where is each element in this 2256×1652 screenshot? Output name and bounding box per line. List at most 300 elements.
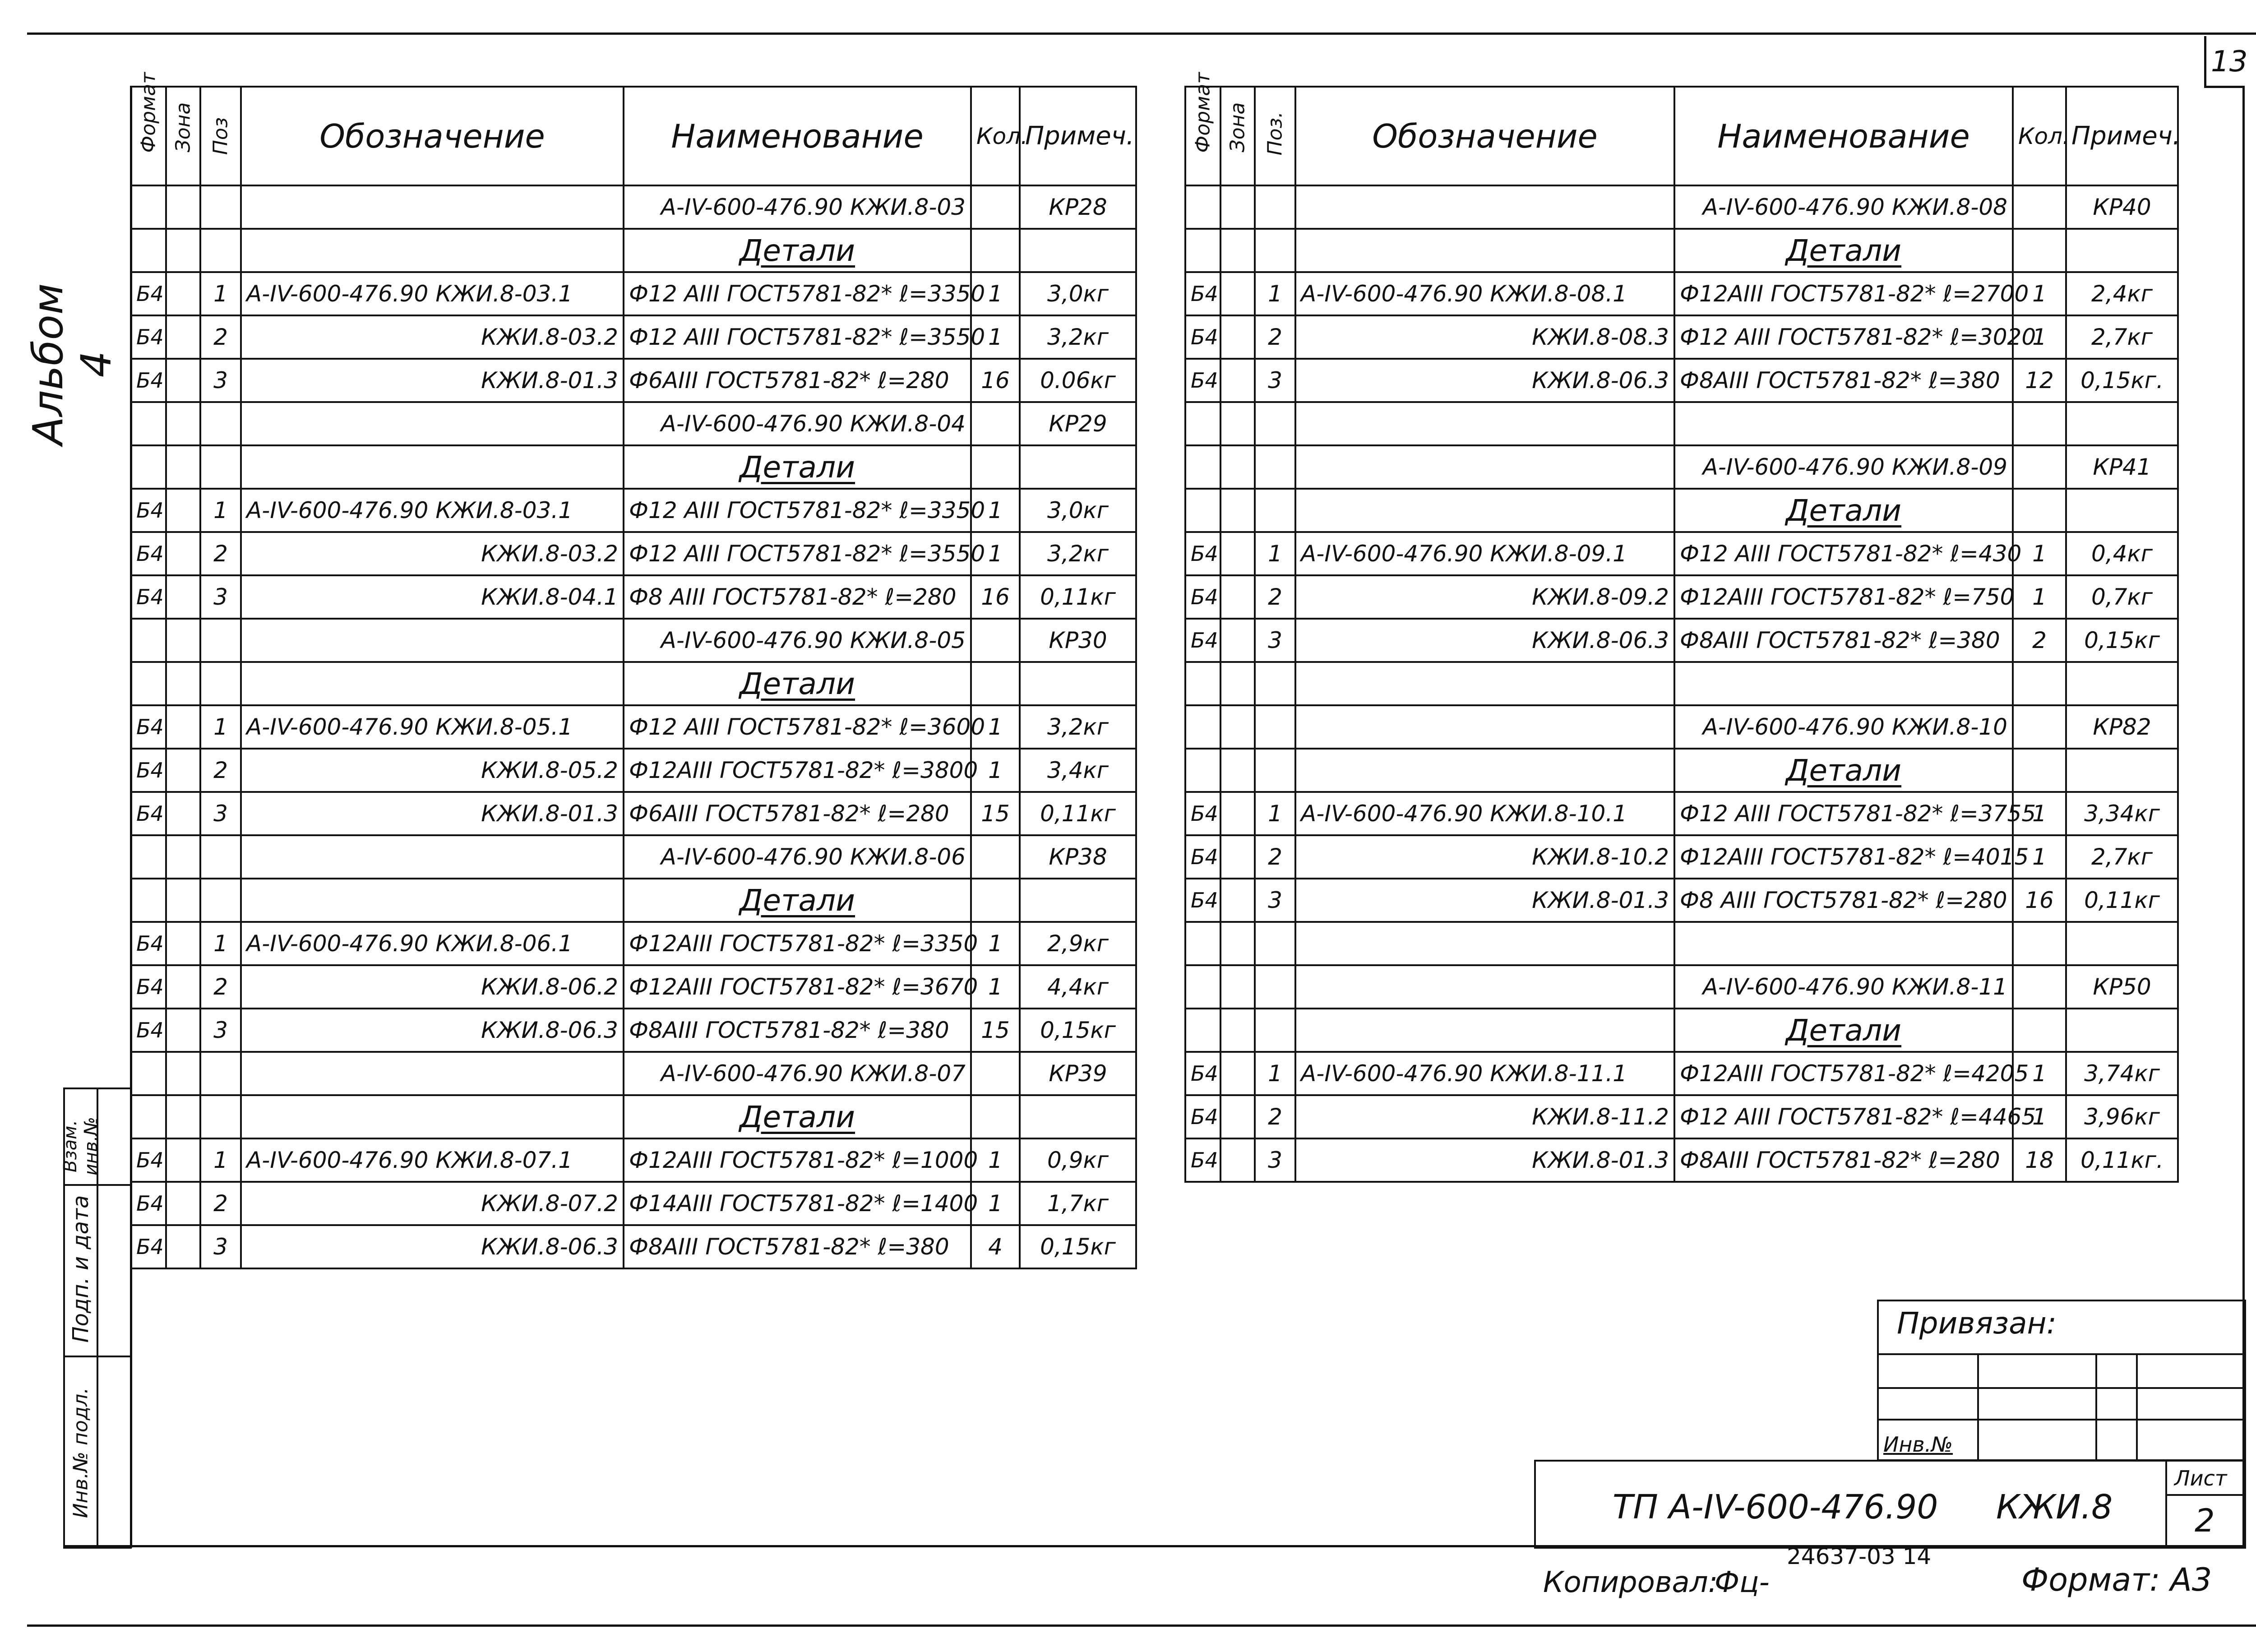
header-note: Примеч.	[2066, 87, 2178, 185]
cell-pos: 1	[200, 489, 241, 532]
cell-qty: 1	[971, 1138, 1020, 1182]
cell-qty: 16	[2013, 879, 2066, 922]
table-row	[131, 272, 1136, 315]
header-name: Наименование	[1674, 87, 2013, 185]
cell-note: 0,11кг.	[2066, 1138, 2178, 1182]
table-row	[131, 575, 1136, 619]
cell-zone	[166, 532, 200, 575]
cell-format: Б4	[131, 575, 166, 619]
cell-pos: 3	[200, 359, 241, 402]
cell-format: Б4	[131, 792, 166, 835]
cell-zone	[1220, 532, 1255, 575]
cell-zone	[166, 315, 200, 359]
cell-name: Ф8АIII ГОСТ5781-82* ℓ=380	[1674, 619, 2013, 662]
bound-inv-label: Инв.№	[1883, 1432, 1953, 1457]
table-header-row	[131, 87, 1136, 185]
section-title: Детали	[739, 233, 855, 268]
table-row	[131, 922, 1136, 965]
mark-code: КЖИ.8	[1996, 1488, 2113, 1527]
cell-designation: КЖИ.8-10.2	[1295, 835, 1674, 879]
cell-format: Б4	[1185, 575, 1220, 619]
header-zone: Зона	[1220, 87, 1255, 185]
bottom-border	[27, 1624, 2256, 1627]
cell-note: 0.06кг	[1020, 359, 1136, 402]
cell-name: Ф8АIII ГОСТ5781-82* ℓ=380	[624, 1225, 971, 1268]
cell-zone	[166, 575, 200, 619]
cell-pos: 3	[1255, 1138, 1295, 1182]
cell-note: 2,7кг	[2066, 835, 2178, 879]
cell-assembly-note: КР29	[1020, 402, 1136, 445]
section-title: Детали	[739, 883, 855, 918]
cell-assembly-note: КР40	[2066, 185, 2178, 229]
cell-note: 0,11кг	[2066, 879, 2178, 922]
cell-qty: 18	[2013, 1138, 2066, 1182]
section-row	[1185, 749, 2178, 792]
copied-label: Копировал:	[1543, 1566, 1718, 1599]
cell-qty: 1	[971, 1182, 1020, 1225]
cell-designation: КЖИ.8-06.3	[241, 1225, 624, 1268]
table-row	[1185, 1052, 2178, 1095]
table-row	[1185, 792, 2178, 835]
cell-pos: 2	[1255, 575, 1295, 619]
assembly-row	[131, 402, 1136, 445]
cell-pos: 3	[200, 792, 241, 835]
cell-designation: КЖИ.8-01.3	[241, 792, 624, 835]
cell-qty: 12	[2013, 359, 2066, 402]
cell-note: 0,4кг	[2066, 532, 2178, 575]
table-row	[131, 1225, 1136, 1268]
table-row	[131, 315, 1136, 359]
cell-name: Ф8 АIII ГОСТ5781-82* ℓ=280	[1674, 879, 2013, 922]
cell-name: Ф12АIII ГОСТ5781-82* ℓ=3670	[624, 965, 971, 1009]
cell-qty: 4	[971, 1225, 1020, 1268]
cell-format: Б4	[131, 922, 166, 965]
section-title: Детали	[739, 1099, 855, 1134]
cell-format: Б4	[131, 359, 166, 402]
cell-designation: А-IV-600-476.90 КЖИ.8-03.1	[241, 272, 624, 315]
cell-assembly-note: КР38	[1020, 835, 1136, 879]
cell-qty: 1	[971, 749, 1020, 792]
cell-pos: 1	[1255, 532, 1295, 575]
assembly-row	[131, 185, 1136, 229]
table-row	[1185, 532, 2178, 575]
cell-format: Б4	[1185, 359, 1220, 402]
cell-format: Б4	[131, 272, 166, 315]
header-format: Формат	[131, 87, 166, 185]
assembly-row	[1185, 965, 2178, 1009]
cell-name: Ф12АIII ГОСТ5781-82* ℓ=3800	[624, 749, 971, 792]
cell-format: Б4	[1185, 1052, 1220, 1095]
cell-format: Б4	[1185, 792, 1220, 835]
cell-format: Б4	[1185, 315, 1220, 359]
cell-zone	[1220, 272, 1255, 315]
cell-designation: А-IV-600-476.90 КЖИ.8-09.1	[1295, 532, 1674, 575]
table-row	[131, 359, 1136, 402]
cell-note: 3,2кг	[1020, 315, 1136, 359]
copied-signature: Фц-	[1715, 1566, 1770, 1599]
cell-name: Ф6АIII ГОСТ5781-82* ℓ=280	[624, 359, 971, 402]
cell-pos: 2	[200, 532, 241, 575]
header-zone: Зона	[166, 87, 200, 185]
cell-assembly-name: А-IV-600-476.90 КЖИ.8-06	[624, 835, 971, 879]
cell-pos: 1	[1255, 792, 1295, 835]
cell-note: 3,0кг	[1020, 272, 1136, 315]
table-row	[1185, 879, 2178, 922]
cell-zone	[1220, 359, 1255, 402]
cell-zone	[166, 705, 200, 749]
section-row	[1185, 489, 2178, 532]
table-row	[131, 489, 1136, 532]
cell-format: Б4	[131, 315, 166, 359]
cell-pos: 2	[200, 965, 241, 1009]
cell-assembly-note: КР41	[2066, 445, 2178, 489]
cell-pos: 3	[200, 1009, 241, 1052]
cell-zone	[1220, 315, 1255, 359]
cell-note: 0,11кг	[1020, 792, 1136, 835]
cell-format: Б4	[131, 965, 166, 1009]
sheet-value: 2	[2195, 1502, 2215, 1539]
cell-zone	[166, 1138, 200, 1182]
cell-assembly-name: А-IV-600-476.90 КЖИ.8-03	[624, 185, 971, 229]
cell-note: 3,74кг	[2066, 1052, 2178, 1095]
cell-name: Ф12 АIII ГОСТ5781-82* ℓ=3755	[1674, 792, 2013, 835]
cell-zone	[166, 489, 200, 532]
cell-format: Б4	[131, 749, 166, 792]
cell-zone	[166, 1009, 200, 1052]
cell-name: Ф8АIII ГОСТ5781-82* ℓ=380	[624, 1009, 971, 1052]
cell-pos: 1	[1255, 272, 1295, 315]
cell-note: 2,9кг	[1020, 922, 1136, 965]
cell-name: Ф6АIII ГОСТ5781-82* ℓ=280	[624, 792, 971, 835]
section-row	[131, 229, 1136, 272]
cell-designation: А-IV-600-476.90 КЖИ.8-03.1	[241, 489, 624, 532]
cell-assembly-name: А-IV-600-476.90 КЖИ.8-05	[624, 619, 971, 662]
spec-table-right	[1184, 72, 2181, 1183]
section-title: Детали	[1785, 1013, 1902, 1048]
cell-designation: А-IV-600-476.90 КЖИ.8-11.1	[1295, 1052, 1674, 1095]
top-border	[27, 32, 2256, 35]
section-title: Детали	[739, 449, 855, 485]
cell-pos: 2	[200, 749, 241, 792]
cell-format: Б4	[131, 1138, 166, 1182]
cell-name: Ф8 АIII ГОСТ5781-82* ℓ=280	[624, 575, 971, 619]
cell-zone	[166, 1225, 200, 1268]
cell-note: 2,4кг	[2066, 272, 2178, 315]
table-row	[1185, 272, 2178, 315]
section-title: Детали	[1785, 233, 1902, 268]
sheet-number: 13	[2211, 45, 2248, 79]
cell-name: Ф12 АIII ГОСТ5781-82* ℓ=3020	[1674, 315, 2013, 359]
cell-zone	[166, 359, 200, 402]
cell-pos: 1	[200, 272, 241, 315]
cell-pos: 1	[200, 1138, 241, 1182]
table-row	[131, 965, 1136, 1009]
assembly-row	[1185, 705, 2178, 749]
cell-qty: 1	[2013, 575, 2066, 619]
section-row	[131, 1095, 1136, 1138]
cell-note: 0,15кг	[1020, 1225, 1136, 1268]
cell-zone	[1220, 619, 1255, 662]
cell-format: Б4	[1185, 835, 1220, 879]
cell-pos: 2	[1255, 315, 1295, 359]
cell-pos: 3	[200, 1225, 241, 1268]
cell-name: Ф12 АIII ГОСТ5781-82* ℓ=4465	[1674, 1095, 2013, 1138]
table-row	[131, 532, 1136, 575]
side-stamp	[60, 1087, 132, 1549]
section-row	[1185, 1009, 2178, 1052]
cell-pos: 3	[1255, 359, 1295, 402]
table-row	[1185, 1095, 2178, 1138]
sheet-label: Лист	[2174, 1466, 2227, 1490]
cell-name: Ф12АIII ГОСТ5781-82* ℓ=1000	[624, 1138, 971, 1182]
cell-name: Ф12 АIII ГОСТ5781-82* ℓ=3600	[624, 705, 971, 749]
archive-number: 24637-03 14	[1787, 1543, 1932, 1569]
cell-pos: 3	[200, 575, 241, 619]
cell-pos: 1	[200, 705, 241, 749]
cell-note: 3,2кг	[1020, 705, 1136, 749]
header-designation: Обозначение	[1295, 87, 1674, 185]
cell-format: Б4	[1185, 619, 1220, 662]
cell-qty: 1	[2013, 315, 2066, 359]
cell-qty: 1	[971, 922, 1020, 965]
cell-qty: 1	[2013, 835, 2066, 879]
table-row	[131, 749, 1136, 792]
section-row	[131, 879, 1136, 922]
assembly-row	[131, 619, 1136, 662]
cell-qty: 1	[971, 532, 1020, 575]
cell-name: Ф12АIII ГОСТ5781-82* ℓ=4015	[1674, 835, 2013, 879]
table-row	[1185, 835, 2178, 879]
cell-qty: 1	[971, 272, 1020, 315]
cell-designation: А-IV-600-476.90 КЖИ.8-06.1	[241, 922, 624, 965]
header-name: Наименование	[624, 87, 971, 185]
cell-designation: КЖИ.8-01.3	[241, 359, 624, 402]
cell-designation: КЖИ.8-09.2	[1295, 575, 1674, 619]
section-title: Детали	[1785, 493, 1902, 528]
cell-qty: 16	[971, 359, 1020, 402]
cell-assembly-name: А-IV-600-476.90 КЖИ.8-11	[1674, 965, 2013, 1009]
section-title: Детали	[739, 666, 855, 701]
cell-assembly-note: КР82	[2066, 705, 2178, 749]
cell-format: Б4	[131, 532, 166, 575]
cell-note: 3,4кг	[1020, 749, 1136, 792]
cell-note: 3,0кг	[1020, 489, 1136, 532]
cell-format: Б4	[1185, 532, 1220, 575]
cell-designation: А-IV-600-476.90 КЖИ.8-07.1	[241, 1138, 624, 1182]
cell-zone	[166, 1182, 200, 1225]
assembly-row	[1185, 445, 2178, 489]
side-sign-date: Подп. и дата	[68, 1195, 93, 1343]
cell-designation: КЖИ.8-08.3	[1295, 315, 1674, 359]
cell-note: 4,4кг	[1020, 965, 1136, 1009]
cell-qty: 1	[2013, 1052, 2066, 1095]
cell-designation: А-IV-600-476.90 КЖИ.8-10.1	[1295, 792, 1674, 835]
cell-qty: 1	[971, 965, 1020, 1009]
cell-pos: 2	[200, 1182, 241, 1225]
cell-name: Ф12 АIII ГОСТ5781-82* ℓ=3550	[624, 532, 971, 575]
cell-pos: 2	[200, 315, 241, 359]
cell-note: 0,15кг	[1020, 1009, 1136, 1052]
bound-block	[1877, 1300, 2246, 1461]
assembly-row	[131, 835, 1136, 879]
cell-assembly-note: КР28	[1020, 185, 1136, 229]
cell-name: Ф12 АIII ГОСТ5781-82* ℓ=3350	[624, 272, 971, 315]
cell-designation: КЖИ.8-06.2	[241, 965, 624, 1009]
cell-pos: 3	[1255, 879, 1295, 922]
doc-code: ТП А-IV-600-476.90	[1613, 1488, 1938, 1527]
cell-qty: 1	[971, 489, 1020, 532]
cell-assembly-name: А-IV-600-476.90 КЖИ.8-08	[1674, 185, 2013, 229]
spec-table-left	[130, 72, 1137, 1269]
cell-qty: 2	[2013, 619, 2066, 662]
cell-assembly-name: А-IV-600-476.90 КЖИ.8-09	[1674, 445, 2013, 489]
table-row	[1185, 619, 2178, 662]
blank-row	[1185, 662, 2178, 705]
header-qty: Кол.	[2013, 87, 2066, 185]
side-inv-orig: Инв.№ подл.	[69, 1387, 92, 1518]
cell-note: 3,2кг	[1020, 532, 1136, 575]
cell-note: 2,7кг	[2066, 315, 2178, 359]
cell-pos: 1	[200, 922, 241, 965]
album-label: Альбом 4	[24, 283, 120, 445]
cell-designation: КЖИ.8-01.3	[1295, 879, 1674, 922]
header-note: Примеч.	[1020, 87, 1136, 185]
blank-row	[1185, 402, 2178, 445]
cell-zone	[1220, 1095, 1255, 1138]
cell-qty: 1	[2013, 792, 2066, 835]
cell-assembly-name: А-IV-600-476.90 КЖИ.8-04	[624, 402, 971, 445]
cell-format: Б4	[131, 705, 166, 749]
cell-name: Ф12 АIII ГОСТ5781-82* ℓ=3550	[624, 315, 971, 359]
cell-zone	[1220, 575, 1255, 619]
cell-note: 0,11кг	[1020, 575, 1136, 619]
cell-name: Ф12АIII ГОСТ5781-82* ℓ=3350	[624, 922, 971, 965]
cell-qty: 1	[2013, 272, 2066, 315]
section-title: Детали	[1785, 753, 1902, 788]
header-pos: Поз	[200, 87, 241, 185]
cell-note: 1,7кг	[1020, 1182, 1136, 1225]
cell-pos: 3	[1255, 619, 1295, 662]
section-row	[131, 445, 1136, 489]
cell-format: Б4	[131, 1225, 166, 1268]
table-header-row	[1185, 87, 2178, 185]
cell-note: 0,15кг.	[2066, 359, 2178, 402]
section-row	[1185, 229, 2178, 272]
cell-qty: 15	[971, 1009, 1020, 1052]
cell-assembly-name: А-IV-600-476.90 КЖИ.8-07	[624, 1052, 971, 1095]
table-row	[1185, 315, 2178, 359]
bound-title: Привязан:	[1897, 1306, 2057, 1341]
cell-note: 3,96кг	[2066, 1095, 2178, 1138]
cell-qty: 1	[2013, 1095, 2066, 1138]
cell-qty: 15	[971, 792, 1020, 835]
cell-format: Б4	[131, 1009, 166, 1052]
cell-qty: 1	[971, 705, 1020, 749]
cell-designation: КЖИ.8-06.3	[241, 1009, 624, 1052]
table-row	[1185, 1138, 2178, 1182]
cell-designation: КЖИ.8-06.3	[1295, 619, 1674, 662]
cell-zone	[1220, 1052, 1255, 1095]
cell-format: Б4	[1185, 1138, 1220, 1182]
cell-name: Ф12 АIII ГОСТ5781-82* ℓ=430	[1674, 532, 2013, 575]
cell-designation: КЖИ.8-05.2	[241, 749, 624, 792]
cell-designation: КЖИ.8-11.2	[1295, 1095, 1674, 1138]
cell-name: Ф8АIII ГОСТ5781-82* ℓ=380	[1674, 359, 2013, 402]
section-row	[131, 662, 1136, 705]
cell-note: 3,34кг	[2066, 792, 2178, 835]
cell-zone	[166, 272, 200, 315]
cell-zone	[1220, 835, 1255, 879]
title-block	[1534, 1460, 2246, 1549]
cell-pos: 1	[1255, 1052, 1295, 1095]
table-row	[131, 1009, 1136, 1052]
cell-designation: КЖИ.8-01.3	[1295, 1138, 1674, 1182]
cell-zone	[166, 922, 200, 965]
cell-zone	[1220, 1138, 1255, 1182]
cell-assembly-note: КР50	[2066, 965, 2178, 1009]
cell-assembly-note: КР39	[1020, 1052, 1136, 1095]
cell-pos: 2	[1255, 835, 1295, 879]
cell-qty: 16	[971, 575, 1020, 619]
cell-zone	[1220, 792, 1255, 835]
side-replaces-inv: Взам. инв.№	[60, 1116, 102, 1176]
cell-zone	[166, 965, 200, 1009]
cell-designation: КЖИ.8-06.3	[1295, 359, 1674, 402]
cell-designation: КЖИ.8-04.1	[241, 575, 624, 619]
assembly-row	[1185, 185, 2178, 229]
cell-pos: 2	[1255, 1095, 1295, 1138]
table-row	[1185, 359, 2178, 402]
cell-designation: КЖИ.8-03.2	[241, 532, 624, 575]
cell-note: 0,9кг	[1020, 1138, 1136, 1182]
table-row	[1185, 575, 2178, 619]
cell-format: Б4	[131, 1182, 166, 1225]
cell-qty: 1	[971, 315, 1020, 359]
header-pos: Поз.	[1255, 87, 1295, 185]
table-row	[131, 1138, 1136, 1182]
cell-zone	[166, 792, 200, 835]
cell-format: Б4	[1185, 1095, 1220, 1138]
format-label: Формат: А3	[2021, 1561, 2212, 1598]
cell-qty: 1	[2013, 532, 2066, 575]
cell-designation: КЖИ.8-03.2	[241, 315, 624, 359]
cell-name: Ф12АIII ГОСТ5781-82* ℓ=750	[1674, 575, 2013, 619]
header-format: Формат	[1185, 87, 1220, 185]
cell-name: Ф12АIII ГОСТ5781-82* ℓ=4205	[1674, 1052, 2013, 1095]
cell-assembly-note: КР30	[1020, 619, 1136, 662]
table-row	[131, 705, 1136, 749]
table-row	[131, 792, 1136, 835]
table-row	[131, 1182, 1136, 1225]
blank-row	[1185, 922, 2178, 965]
cell-zone	[1220, 879, 1255, 922]
header-qty: Кол.	[971, 87, 1020, 185]
cell-name: Ф12 АIII ГОСТ5781-82* ℓ=3350	[624, 489, 971, 532]
cell-note: 0,7кг	[2066, 575, 2178, 619]
assembly-row	[131, 1052, 1136, 1095]
cell-name: Ф14АIII ГОСТ5781-82* ℓ=1400	[624, 1182, 971, 1225]
cell-zone	[166, 749, 200, 792]
cell-format: Б4	[131, 489, 166, 532]
cell-note: 0,15кг	[2066, 619, 2178, 662]
cell-format: Б4	[1185, 272, 1220, 315]
cell-designation: А-IV-600-476.90 КЖИ.8-05.1	[241, 705, 624, 749]
cell-name: Ф8АIII ГОСТ5781-82* ℓ=280	[1674, 1138, 2013, 1182]
cell-designation: А-IV-600-476.90 КЖИ.8-08.1	[1295, 272, 1674, 315]
cell-format: Б4	[1185, 879, 1220, 922]
cell-designation: КЖИ.8-07.2	[241, 1182, 624, 1225]
cell-assembly-name: А-IV-600-476.90 КЖИ.8-10	[1674, 705, 2013, 749]
